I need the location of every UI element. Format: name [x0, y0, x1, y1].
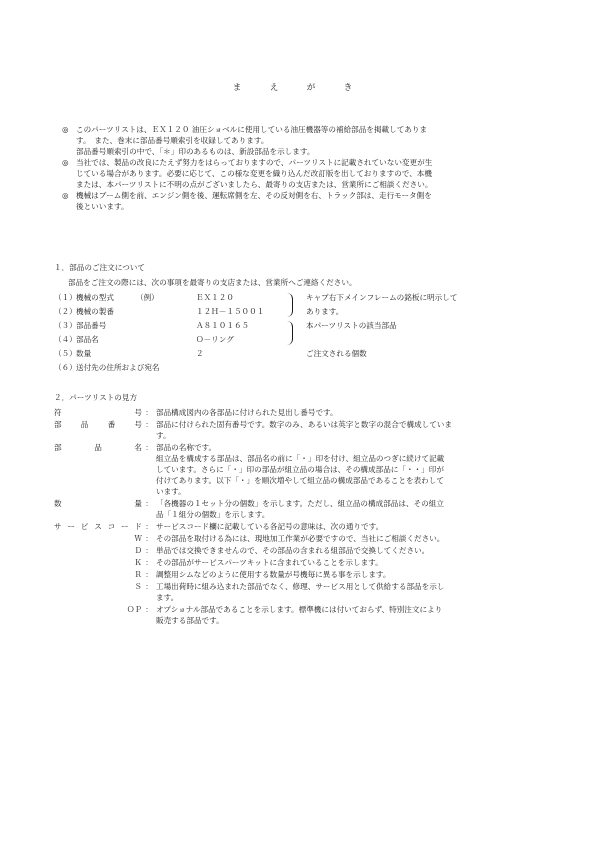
- definition-line: オプショナル部品であることを示します。標準機には付いておらず、特別注文により: [156, 605, 443, 614]
- section-intro: 部品をご注文の際には、次の事項を最寄りの支店または、営業所へご連絡ください。: [68, 278, 357, 287]
- definition-row: [54, 569, 544, 580]
- note-line: じている場合があります。必要に応じて、この様な変更を織り込んだ改訂版を出しておりますので、本機: [76, 169, 432, 178]
- service-code: Ｋ: [134, 558, 142, 567]
- definition-line: 部品構成図内の各部品に付けられた見出し番号です。: [156, 408, 338, 417]
- item-note: ご注文される個数: [306, 349, 367, 358]
- note-line: す。 また、巻末に部品番号順索引を収録してあります。: [76, 136, 269, 145]
- definition-body: [156, 521, 544, 532]
- item-value: Ａ８１０１６５: [196, 321, 250, 330]
- colon: ：: [145, 522, 153, 531]
- note-2: [62, 157, 540, 190]
- order-item: [54, 292, 544, 306]
- item-note: 本パーツリストの該当部品: [306, 321, 397, 330]
- order-items: [54, 292, 544, 376]
- definition-list: [54, 407, 544, 626]
- definition-body: [156, 419, 544, 441]
- item-number: （６）: [54, 363, 77, 372]
- definition-body: [156, 545, 544, 556]
- definition-row: [54, 533, 544, 544]
- item-label: 機械の製番: [76, 307, 114, 316]
- definition-term: 数 量: [54, 499, 142, 508]
- item-label: 送付先の住所および宛名: [76, 363, 160, 372]
- definition-row: [54, 498, 544, 520]
- definition-body: [156, 569, 544, 580]
- item-note: キャブ右下メインフレームの銘板に明示して: [306, 293, 458, 302]
- definition-line: 工場出荷時に組み込まれた部品でなく、修理、サービス用として供給する部品を示し: [156, 582, 445, 591]
- item-value: ＥＸ１２０: [196, 293, 234, 302]
- definition-line: しています。さらに「・」印の部品が組立品の場合は、その構成部品に「・・」印が: [156, 465, 444, 474]
- item-number: （２）: [54, 307, 77, 316]
- item-value: Ｏ－リング: [196, 335, 234, 344]
- double-circle-icon: ◎: [62, 158, 69, 167]
- how-to-read-section: [54, 392, 544, 627]
- definition-row: [54, 442, 544, 497]
- colon: ：: [145, 570, 153, 579]
- item-note: あります。: [306, 307, 344, 316]
- definition-line: サービスコード欄に記載している各記号の意味は、次の通りです。: [156, 522, 384, 531]
- definition-line: います。: [156, 487, 186, 496]
- item-value: ２: [196, 349, 204, 358]
- page-title: ま え が き: [232, 83, 363, 93]
- definition-body: [156, 533, 544, 544]
- item-example-tag: （例）: [136, 293, 159, 302]
- service-code: Ｄ: [134, 546, 142, 555]
- note-line: 部品番号順索引の中で、「＊」印のあるものは、新設部品を示します。: [76, 147, 315, 156]
- colon: ：: [145, 408, 153, 417]
- section-heading: １．部品のご注文について: [54, 263, 145, 272]
- note-3: [62, 190, 540, 212]
- definition-term: 部 品 番 号: [54, 420, 142, 429]
- definition-row: [54, 604, 544, 626]
- definition-line: す。: [156, 431, 171, 440]
- definition-body: [156, 581, 544, 603]
- item-number: （３）: [54, 321, 77, 330]
- definition-line: その部品を取付ける為には、現地加工作業が必要ですので、当社にご相談ください。: [156, 534, 445, 543]
- definition-term: 部 品 名: [54, 443, 142, 452]
- item-number: （４）: [54, 335, 77, 344]
- definition-term: サービスコード: [54, 522, 142, 531]
- item-label: 部品名: [76, 335, 99, 344]
- colon: ：: [145, 534, 153, 543]
- definition-line: 単品では交換できませんので、その部品の含まれる組部品で交換してください。: [156, 546, 430, 555]
- colon: ：: [145, 443, 153, 452]
- preface-notes: [62, 124, 540, 212]
- section-heading: ２．パーツリストの見方: [54, 393, 138, 402]
- definition-line: 組立品を構成する部品は、部品名の前に「・」印を付け、組立品のつぎに続けて記載: [156, 454, 445, 463]
- service-code: Ｗ: [134, 534, 142, 543]
- note-line: 機械はブーム側を前、エンジン側を後、運転席側を左、その反対側を右、トラック部は、走行モータ側を: [76, 191, 432, 200]
- colon: ：: [145, 546, 153, 555]
- colon: ：: [145, 605, 153, 614]
- definition-row: [54, 407, 544, 418]
- definition-row: [54, 581, 544, 603]
- definition-row: [54, 557, 544, 568]
- definition-row: [54, 419, 544, 441]
- order-item: [54, 348, 544, 362]
- definition-line: 「各機器の１セット分の個数」を示します。ただし、組立品の構成部品は、その組立: [156, 499, 444, 508]
- definition-line: 品「１組分の個数」を示します。: [156, 510, 270, 519]
- item-value: １２Ｈ－１５００１: [196, 307, 265, 316]
- colon: ：: [145, 558, 153, 567]
- order-item: [54, 320, 544, 334]
- item-label: 機械の型式: [76, 293, 114, 302]
- definition-body: [156, 407, 544, 418]
- double-circle-icon: ◎: [62, 125, 69, 134]
- service-code: Ｒ: [134, 570, 142, 579]
- item-label: 部品番号: [76, 321, 107, 330]
- definition-line: その部品がサービスパーツキットに含まれていることを示します。: [156, 558, 383, 567]
- definition-line: 部品に付けられた固有番号です。数字のみ、あるいは英字と数字の混合で構成していま: [156, 420, 452, 429]
- note-1: [62, 124, 540, 157]
- definition-line: 販売する部品です。: [156, 616, 224, 625]
- definition-row: [54, 521, 544, 532]
- note-line: 後といいます。: [76, 202, 129, 211]
- colon: ：: [145, 582, 153, 591]
- definition-body: [156, 557, 544, 568]
- service-code: ＯＰ: [126, 605, 142, 614]
- definition-line: 部品の名称です。: [156, 443, 217, 452]
- note-line: 当社では、製品の改良にたえず努力をはらっておりますので、パーツリストに記載されていない変更が生: [76, 158, 433, 167]
- definition-body: [156, 604, 544, 626]
- double-circle-icon: ◎: [62, 191, 69, 200]
- colon: ：: [145, 420, 153, 429]
- order-item: [54, 362, 544, 376]
- definition-body: [156, 498, 544, 520]
- order-item: [54, 334, 544, 348]
- definition-term: 符 号: [54, 408, 142, 417]
- definition-line: ます。: [156, 593, 179, 602]
- note-line: このパーツリストは、ＥＸ１２０ 油圧ショベルに使用している油圧機器等の補給部品を掲載してありま: [76, 125, 428, 134]
- colon: ：: [145, 499, 153, 508]
- item-number: （５）: [54, 349, 77, 358]
- ordering-section: [54, 262, 544, 376]
- order-item: [54, 306, 544, 320]
- definition-row: [54, 545, 544, 556]
- item-number: （１）: [54, 293, 77, 302]
- item-label: 数量: [76, 349, 92, 358]
- note-line: または、本パーツリストに不明の点がございましたら、最寄りの支店または、営業所にご相談ください。: [76, 180, 433, 189]
- definition-line: 調整用シムなどのように使用する数量が号機毎に異る事を示します。: [156, 570, 391, 579]
- service-code: Ｓ: [134, 582, 142, 591]
- definition-line: 付けてあります。以下「・」を順次増やして組立品の構成部品であることを表わして: [156, 476, 444, 485]
- definition-body: [156, 442, 544, 497]
